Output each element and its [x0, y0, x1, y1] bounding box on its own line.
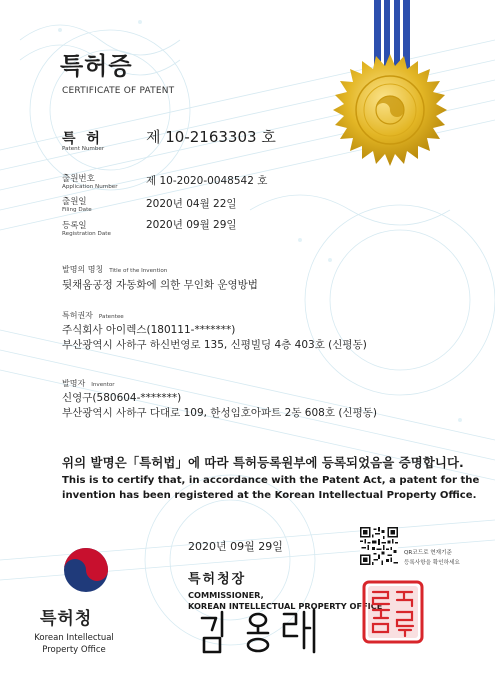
- certification-text-en-line1: This is to certify that, in accordance with the Patent Act, a patent for the: [62, 475, 480, 486]
- certification-text-ko: 위의 발명은「특허법」에 따라 특허등록원부에 등록되었음을 증명합니다.: [62, 455, 464, 470]
- application-number-value: 제 10-2020-0048542 호: [146, 175, 268, 187]
- patentee-label: [62, 310, 124, 321]
- patent-number-label-en: Patent Number: [62, 146, 105, 152]
- certificate-title-ko: 특허증: [60, 52, 133, 80]
- application-number-label-ko: 출원번호: [62, 174, 95, 184]
- certification-text-en-line2: invention has been registered at the Korean Intellectual Property Office.: [62, 490, 477, 501]
- patentee-label-ko: 특허권자: [62, 311, 93, 320]
- patentee-label-en: Patentee: [98, 314, 124, 320]
- application-number-label-en: Application Number: [62, 184, 118, 190]
- inventor-label: [62, 378, 115, 389]
- inventor-label-ko: 발명자: [62, 379, 86, 388]
- qr-code-icon[interactable]: [360, 527, 398, 565]
- patentee-address: 부산광역시 사하구 하신번영로 135, 신평빌딩 4층 403호 (신평동): [62, 339, 367, 351]
- registration-date-label-ko: 등록일: [62, 221, 87, 231]
- qr-note-line2: 등록사항을 확인하세요: [404, 560, 460, 566]
- filing-date-label-ko: 출원일: [62, 197, 87, 207]
- office-name-en-line1: Korean Intellectual: [34, 633, 114, 643]
- commissioner-title-en-line1: COMMISSIONER,: [188, 590, 264, 600]
- patent-number-label-ko: 특 허: [62, 131, 103, 147]
- inventor-address: 부산광역시 사하구 다대로 109, 한성임호아파트 2동 608호 (신평동): [62, 407, 377, 419]
- qr-note-line1: QR코드로 현재기준: [404, 550, 452, 556]
- patent-number-value: 제 10-2163303 호: [146, 128, 276, 146]
- inventor-name: 신영구(580604-*******): [62, 392, 182, 404]
- patentee-name: 주식회사 아이렉스(180111-*******): [62, 324, 236, 336]
- inventor-label-en: Inventor: [91, 382, 115, 388]
- invention-title-label-en: Title of the Invention: [109, 268, 168, 274]
- issue-date: 2020년 09월 29일: [188, 540, 283, 553]
- certificate-title-en: CERTIFICATE OF PATENT: [62, 86, 175, 96]
- invention-title-label-ko: 발명의 명칭: [62, 265, 104, 274]
- office-name-en-line2: Property Office: [42, 645, 106, 655]
- commissioner-title-en-line2: KOREAN INTELLECTUAL PROPERTY OFFICE: [188, 601, 383, 611]
- red-official-seal-icon: [362, 580, 424, 644]
- invention-title-value: 뒷채움공정 자동화에 의한 무인화 운영방법: [62, 279, 258, 291]
- commissioner-signature: [196, 606, 324, 656]
- kipo-taegeuk-logo-icon: [62, 546, 110, 594]
- gold-medal-seal-icon: [332, 52, 448, 168]
- invention-title-label: [62, 264, 167, 275]
- filing-date-value: 2020년 04월 22일: [146, 198, 237, 210]
- registration-date-value: 2020년 09월 29일: [146, 219, 237, 231]
- office-name-ko: 특허청: [40, 609, 93, 629]
- commissioner-title-ko: 특허청장: [188, 572, 247, 587]
- registration-date-label-en: Registration Date: [62, 231, 111, 237]
- filing-date-label-en: Filing Date: [62, 207, 92, 213]
